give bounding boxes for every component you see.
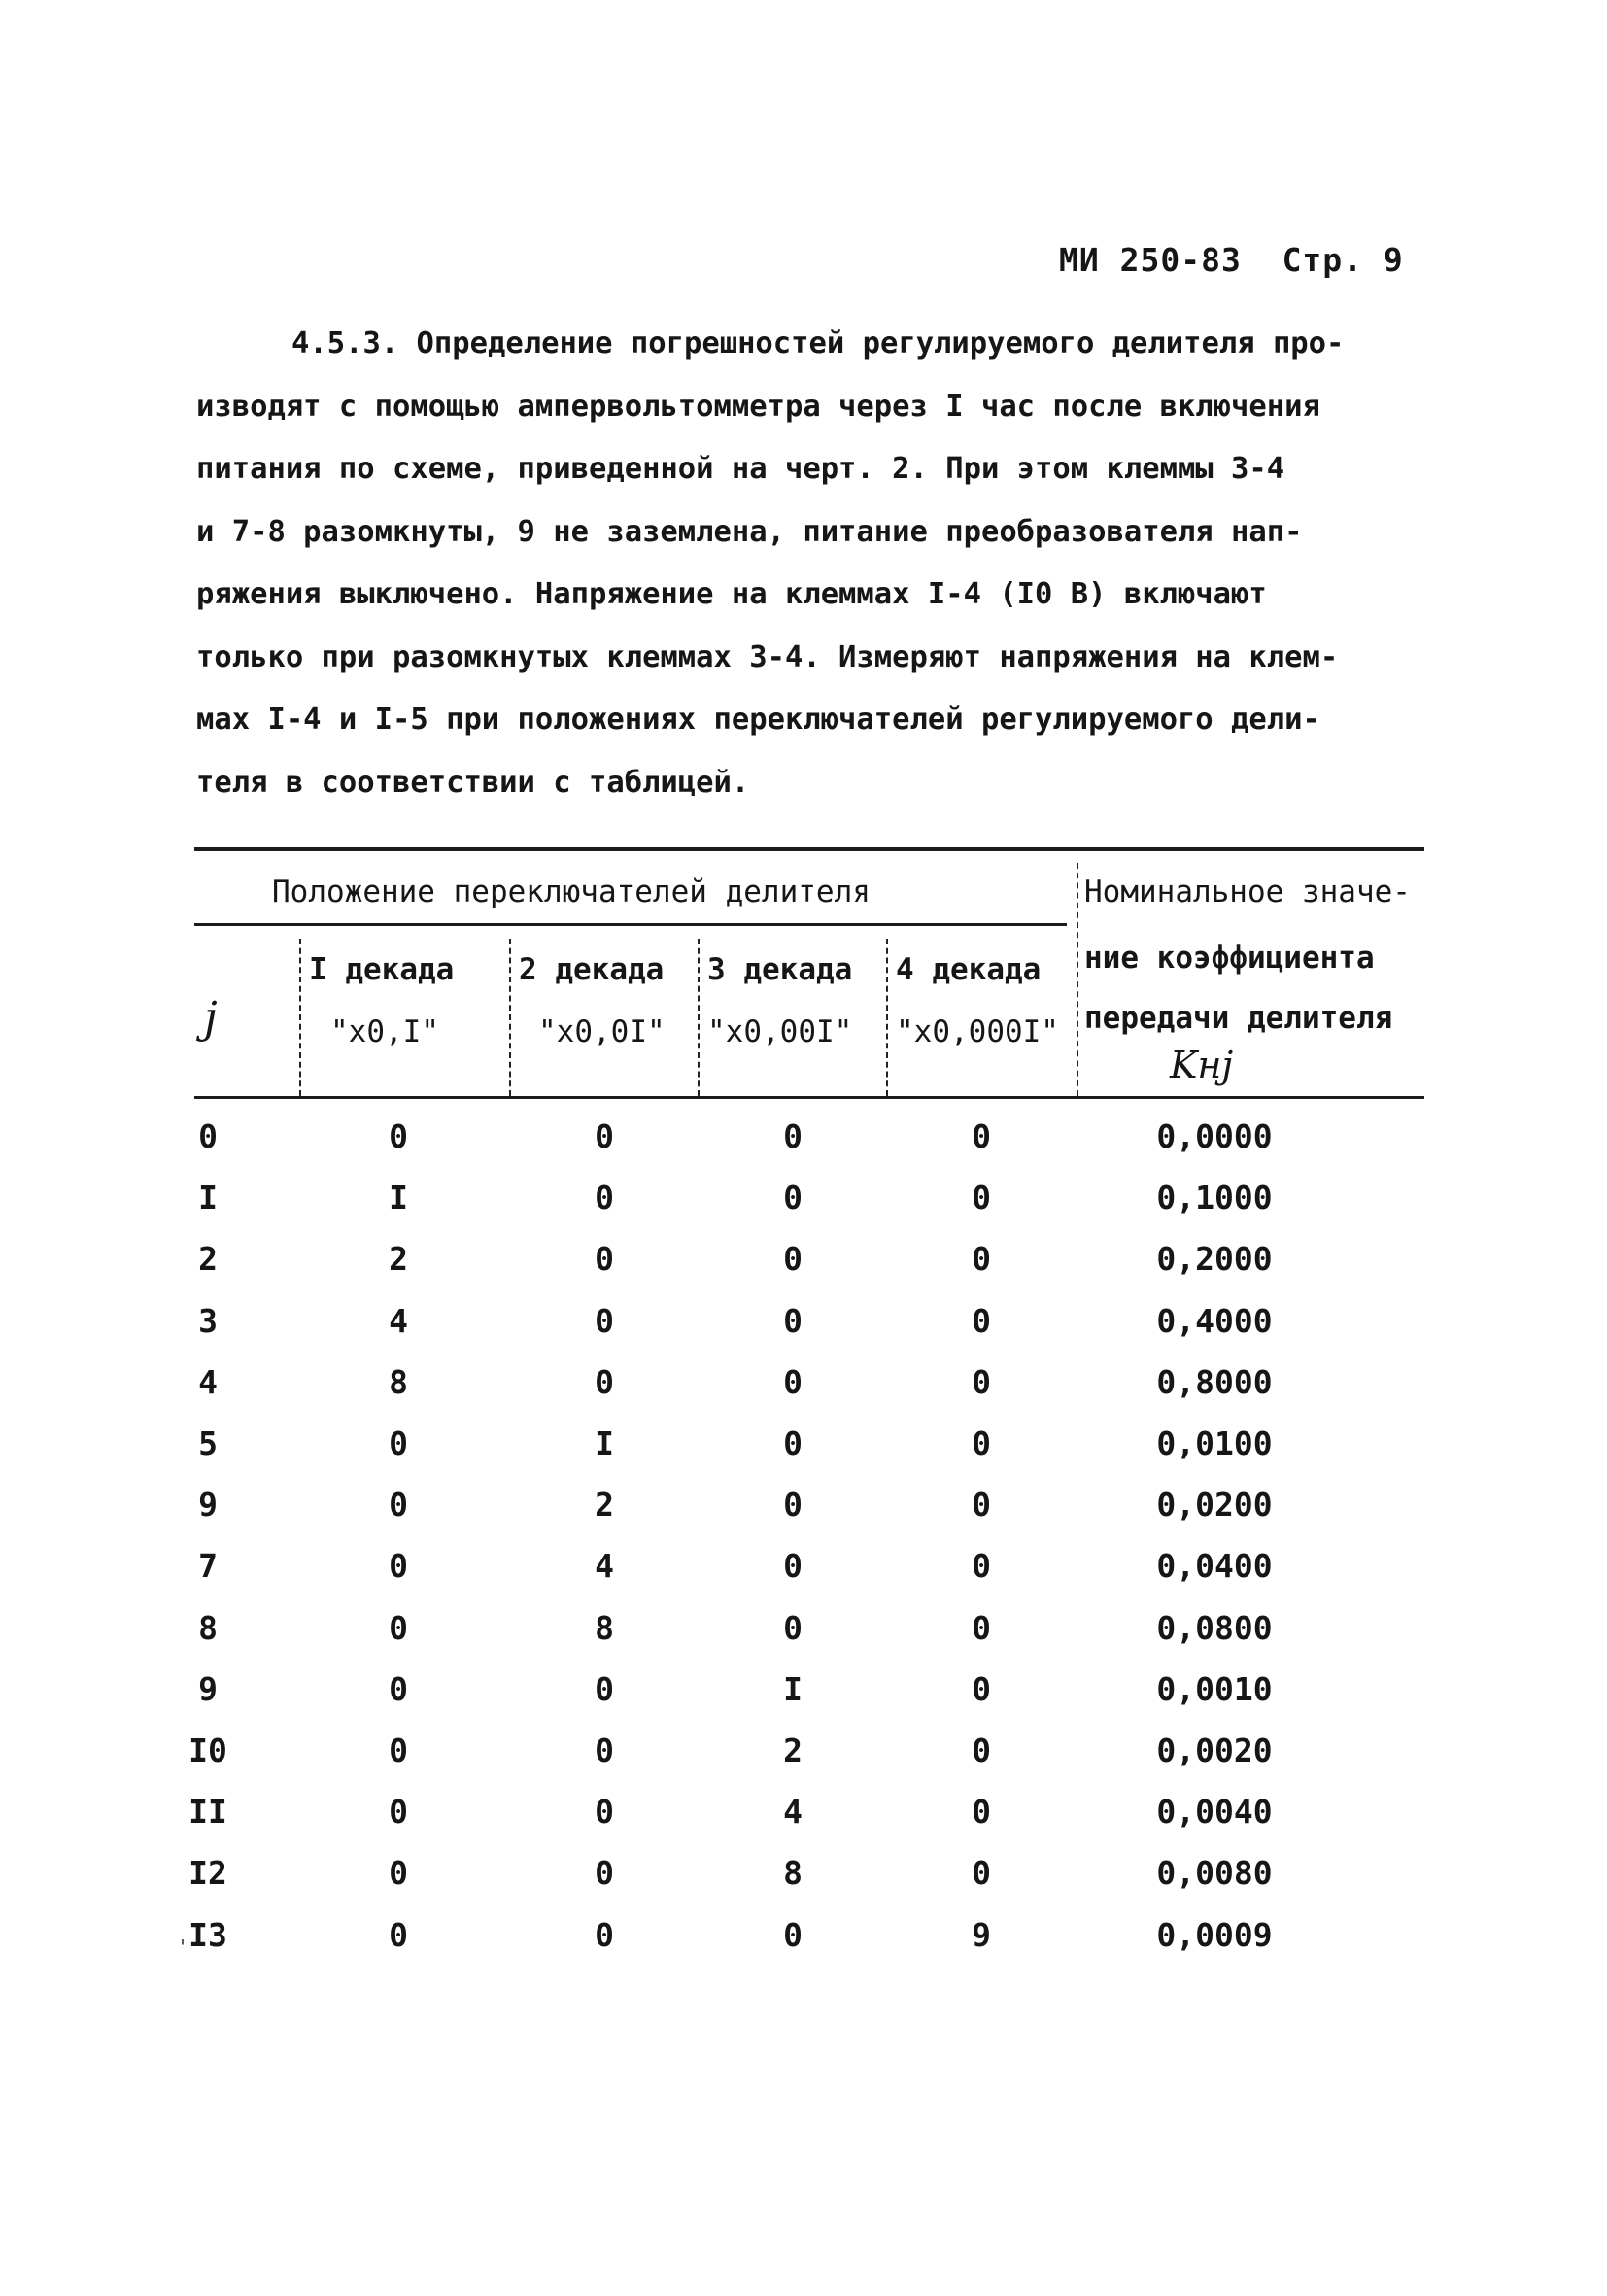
decade-position-cell: 0 — [783, 1240, 803, 1279]
document-code: МИ 250-83 — [1059, 241, 1242, 279]
page-number: Стр. 9 — [1282, 241, 1404, 279]
row-index-cell: I0 — [188, 1731, 227, 1769]
coefficient-cell: 0,1000 — [1156, 1179, 1273, 1217]
decade-position-cell: 0 — [595, 1793, 614, 1832]
row-index-cell: 9 — [198, 1486, 218, 1525]
decade-position-cell: 0 — [595, 1117, 614, 1155]
decade-position-cell: 0 — [783, 1486, 803, 1525]
paragraph-line: мах I-4 и I-5 при положениях переключателей регулируемого дели- — [196, 703, 1320, 737]
decade-position-cell: 0 — [389, 1117, 408, 1155]
coefficient-cell: 0,4000 — [1156, 1301, 1273, 1340]
section-paragraph — [196, 313, 1409, 814]
decade-position-cell: 0 — [783, 1608, 803, 1647]
nominal-header-line-3: передачи делителя — [1084, 1001, 1393, 1036]
decade-position-cell: 8 — [595, 1608, 614, 1647]
decade-position-cell: 0 — [972, 1486, 991, 1525]
row-index-cell: 2 — [198, 1240, 218, 1279]
decade-position-cell: 0 — [783, 1301, 803, 1340]
decade-position-cell: 0 — [783, 1362, 803, 1401]
decade-position-cell: I — [389, 1179, 408, 1217]
decade-position-cell: I — [595, 1424, 614, 1462]
decade-position-cell: 0 — [389, 1486, 408, 1525]
coefficient-cell: 0,0100 — [1156, 1424, 1273, 1462]
decade-3-title: 3 декада — [707, 952, 853, 987]
decade-position-cell: 0 — [595, 1179, 614, 1217]
decade-4-multiplier: "x0,000I" — [896, 1014, 1059, 1049]
coefficient-cell: 0,0040 — [1156, 1793, 1273, 1832]
group-header: Положение переключателей делителя — [272, 874, 871, 909]
coefficient-cell: 0,0800 — [1156, 1608, 1273, 1647]
decade-position-cell: 0 — [972, 1731, 991, 1769]
decade-position-cell: 0 — [972, 1608, 991, 1647]
decade-position-cell: 0 — [783, 1179, 803, 1217]
page-header — [1059, 241, 1404, 279]
row-index-cell: I — [198, 1179, 218, 1217]
decade-position-cell: 0 — [972, 1793, 991, 1832]
coefficient-cell: 0,0010 — [1156, 1669, 1273, 1708]
column-separator — [509, 939, 511, 1096]
coefficient-cell: 0,8000 — [1156, 1362, 1273, 1401]
table-top-rule — [194, 847, 1424, 851]
coefficient-cell: 0,0000 — [1156, 1117, 1273, 1155]
row-index-cell: 0 — [198, 1117, 218, 1155]
decade-position-cell: 0 — [595, 1731, 614, 1769]
decade-position-cell: 2 — [389, 1240, 408, 1279]
group-header-rule — [194, 923, 1067, 926]
decade-position-cell: 0 — [389, 1731, 408, 1769]
decade-position-cell: 8 — [389, 1362, 408, 1401]
paragraph-line: и 7-8 разомкнуты, 9 не заземлена, питание преобразователя нап- — [196, 514, 1303, 549]
decade-position-cell: 0 — [972, 1362, 991, 1401]
nominal-header-line-1: Номинальное значе- — [1084, 874, 1411, 909]
decade-position-cell: 0 — [389, 1547, 408, 1586]
decade-position-cell: 0 — [783, 1915, 803, 1954]
decade-position-cell: 0 — [595, 1854, 614, 1893]
paragraph-line: ряжения выключено. Напряжение на клеммах I-4 (I0 В) включают — [196, 577, 1267, 611]
decade-position-cell: 9 — [972, 1915, 991, 1954]
paragraph-line: только при разомкнутых клеммах 3-4. Измеряют напряжения на клем- — [196, 639, 1339, 674]
decade-position-cell: I — [783, 1669, 803, 1708]
column-separator — [698, 939, 700, 1096]
decade-position-cell: 0 — [595, 1362, 614, 1401]
decade-1-multiplier: "x0,I" — [330, 1014, 439, 1049]
decade-position-cell: 0 — [972, 1301, 991, 1340]
decade-position-cell: 0 — [389, 1793, 408, 1832]
paragraph-line: теля в соответствии с таблицей. — [196, 765, 750, 800]
decade-position-cell: 0 — [972, 1117, 991, 1155]
decade-position-cell: 0 — [972, 1240, 991, 1279]
decade-position-cell: 0 — [972, 1669, 991, 1708]
index-symbol: j — [204, 993, 218, 1043]
decade-position-cell: 0 — [595, 1240, 614, 1279]
decade-position-cell: 0 — [595, 1915, 614, 1954]
decade-position-cell: 4 — [389, 1301, 408, 1340]
decade-position-cell: 0 — [389, 1854, 408, 1893]
decade-position-cell: 0 — [389, 1424, 408, 1462]
coefficient-cell: 0,0020 — [1156, 1731, 1273, 1769]
paragraph-line: питания по схеме, приведенной на черт. 2. При этом клеммы 3-4 — [196, 452, 1285, 486]
column-separator — [1077, 863, 1078, 1096]
decade-position-cell: 0 — [783, 1424, 803, 1462]
row-index-cell: 8 — [198, 1608, 218, 1647]
row-index-cell: 5 — [198, 1424, 218, 1462]
row-index-cell: 9 — [198, 1669, 218, 1708]
row-index-cell: I3 — [188, 1915, 227, 1954]
decade-position-cell: 0 — [783, 1117, 803, 1155]
coefficient-cell: 0,0080 — [1156, 1854, 1273, 1893]
decade-position-cell: 0 — [389, 1915, 408, 1954]
header-bottom-rule — [194, 1096, 1424, 1099]
decade-position-cell: 2 — [595, 1486, 614, 1525]
decade-4-title: 4 декада — [896, 952, 1042, 987]
row-index-cell: I2 — [188, 1854, 227, 1893]
decade-position-cell: 0 — [972, 1854, 991, 1893]
decade-position-cell: 8 — [783, 1854, 803, 1893]
row-index-cell: II — [188, 1793, 227, 1832]
column-separator — [299, 939, 301, 1096]
decade-position-cell: 0 — [595, 1669, 614, 1708]
nominal-symbol: Kнj — [1170, 1044, 1234, 1086]
decade-position-cell: 4 — [595, 1547, 614, 1586]
decade-position-cell: 4 — [783, 1793, 803, 1832]
decade-position-cell: 0 — [389, 1608, 408, 1647]
coefficient-cell: 0,2000 — [1156, 1240, 1273, 1279]
row-index-cell: 7 — [198, 1547, 218, 1586]
coefficient-cell: 0,0400 — [1156, 1547, 1273, 1586]
coefficient-cell: 0,0200 — [1156, 1486, 1273, 1525]
decade-3-multiplier: "x0,00I" — [707, 1014, 853, 1049]
column-separator — [886, 939, 888, 1096]
row-index-cell: 3 — [198, 1301, 218, 1340]
coefficient-cell: 0,0009 — [1156, 1915, 1273, 1954]
decade-position-cell: 0 — [972, 1424, 991, 1462]
decade-position-cell: 0 — [389, 1669, 408, 1708]
decade-2-multiplier: "x0,0I" — [538, 1014, 666, 1049]
decade-position-cell: 0 — [972, 1179, 991, 1217]
decade-position-cell: 2 — [783, 1731, 803, 1769]
nominal-header-line-2: ние коэффициента — [1084, 941, 1375, 976]
row-index-cell: 4 — [198, 1362, 218, 1401]
decade-1-title: I декада — [309, 952, 455, 987]
paragraph-line: изводят с помощью ампервольтомметра через I час после включения — [196, 389, 1320, 424]
page-speck: ' — [177, 1936, 189, 1959]
paragraph-line: 4.5.3. Определение погрешностей регулируемого делителя про- — [291, 326, 1345, 360]
decade-position-cell: 0 — [972, 1547, 991, 1586]
decade-2-title: 2 декада — [519, 952, 665, 987]
decade-position-cell: 0 — [783, 1547, 803, 1586]
decade-position-cell: 0 — [595, 1301, 614, 1340]
